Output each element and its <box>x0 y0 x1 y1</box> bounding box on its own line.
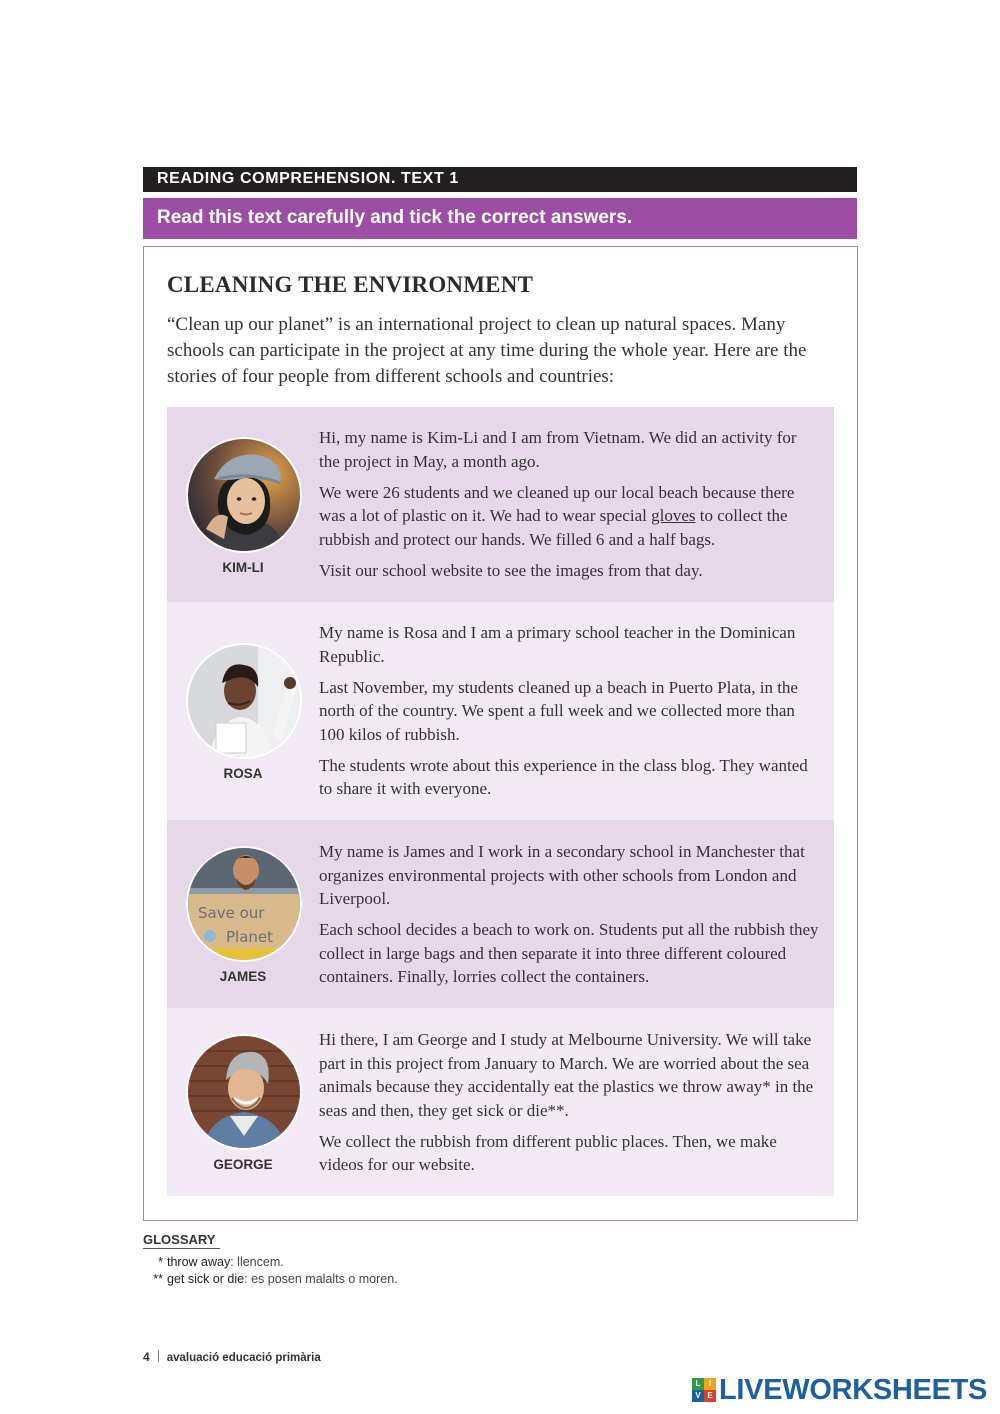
instruction-text: Read this text carefully and tick the correct answers. <box>157 207 633 228</box>
person-photo-icon <box>188 1036 302 1150</box>
story-text <box>319 1028 821 1184</box>
liveworksheets-logo <box>692 1373 987 1407</box>
section-label: READING COMPREHENSION. TEXT 1 <box>157 170 459 187</box>
story-text <box>319 621 821 808</box>
text-span: to collect the rubbish and protect our hands. We filled 6 and a half bags. <box>319 506 788 549</box>
story-paragraph: Visit our school website to see the images from that day. <box>319 560 703 580</box>
story-paragraph: Each school decides a beach to work on. Students put all the rubbish they collect in large bags and then separate it into three different coloured containers. Finally, lorries collect the containers. <box>319 920 819 986</box>
story-paragraph: My name is James and I work in a secondary school in Manchester that organizes environmental projects with other schools from London and Liverpool. <box>319 842 805 908</box>
james-photo <box>186 846 302 962</box>
logo-letter: E <box>704 1390 716 1402</box>
text-title: CLEANING THE ENVIRONMENT <box>167 272 534 297</box>
page-footer <box>143 1350 321 1364</box>
person-photo-icon <box>188 645 302 759</box>
glossary-item <box>145 1255 284 1269</box>
story-kim-li <box>167 407 834 602</box>
logo-letter: L <box>692 1378 704 1390</box>
glossary-term: get sick or die <box>167 1272 245 1286</box>
person-photo-icon <box>188 439 302 553</box>
brand-name: LIVEWORKSHEETS <box>719 1373 988 1406</box>
story-james <box>167 820 834 1008</box>
george-photo <box>186 1034 302 1150</box>
text-span: We were 26 students and we cleaned up our local beach because there was a lot of plastic on it. We had to wear special <box>319 482 795 525</box>
footnote-mark: ** <box>153 1272 163 1286</box>
story-rosa <box>167 602 834 820</box>
story-paragraph: Hi, my name is Kim-Li and I am from Vietnam. We did an activity for the project in May, a month ago. <box>319 428 797 471</box>
instruction-bar <box>143 198 857 239</box>
footer-divider <box>158 1350 159 1362</box>
rosa-photo <box>186 643 302 759</box>
protest-sign-icon <box>188 848 302 962</box>
glossary-definition: : llencem. <box>230 1255 284 1269</box>
intro-paragraph: “Clean up our planet” is an international project to clean up natural spaces. Many schools can participate in the project at any time during the whole year. Here are the stories of four people from different schools and countries: <box>167 314 807 387</box>
logo-letter: V <box>692 1390 704 1402</box>
glossary-item <box>145 1272 398 1286</box>
liveworksheets-logo-icon <box>692 1378 716 1402</box>
story-george <box>167 1008 834 1196</box>
person-name: GEORGE <box>213 1157 273 1172</box>
logo-letter: I <box>704 1378 716 1390</box>
story-paragraph: Last November, my students cleaned up a beach in Puerto Plata, in the north of the country. We spent a full week and we collected more than 100 kilos of rubbish. <box>319 677 798 744</box>
story-paragraph: My name is Rosa and I am a primary school teacher in the Dominican Republic. <box>319 623 796 666</box>
story-paragraph: Hi there, I am George and I study at Melbourne University. We will take part in this project from January to March. We are worried about the sea animals because they accidentally eat the plastics we throw away* in the seas and then, they get sick or die**. <box>319 1030 814 1120</box>
story-text <box>319 426 821 590</box>
kim-li-photo <box>186 437 302 553</box>
person-name: KIM-LI <box>222 560 264 575</box>
person-name: JAMES <box>219 969 267 984</box>
person-name: ROSA <box>223 766 263 781</box>
glossary-definition: : es posen malalts o moren. <box>244 1272 398 1286</box>
sign-line-2: Planet <box>226 928 274 946</box>
story-paragraph: We collect the rubbish from different public places. Then, we make videos for our website. <box>319 1131 777 1174</box>
page-number: 4 <box>143 1350 150 1364</box>
section-header-bar <box>143 167 857 192</box>
footer-text: avaluació educació primària <box>166 1352 321 1364</box>
glossary-title: GLOSSARY <box>143 1232 220 1249</box>
sign-line-1: Save our <box>198 904 265 922</box>
story-paragraph: The students wrote about this experience in the class blog. They wanted to share it with everyone. <box>319 755 808 798</box>
story-text <box>319 840 821 996</box>
story-paragraph <box>319 481 821 552</box>
glossary-term: throw away <box>167 1255 231 1269</box>
footnote-mark: * <box>158 1255 163 1269</box>
underlined-word: gloves <box>651 506 696 525</box>
